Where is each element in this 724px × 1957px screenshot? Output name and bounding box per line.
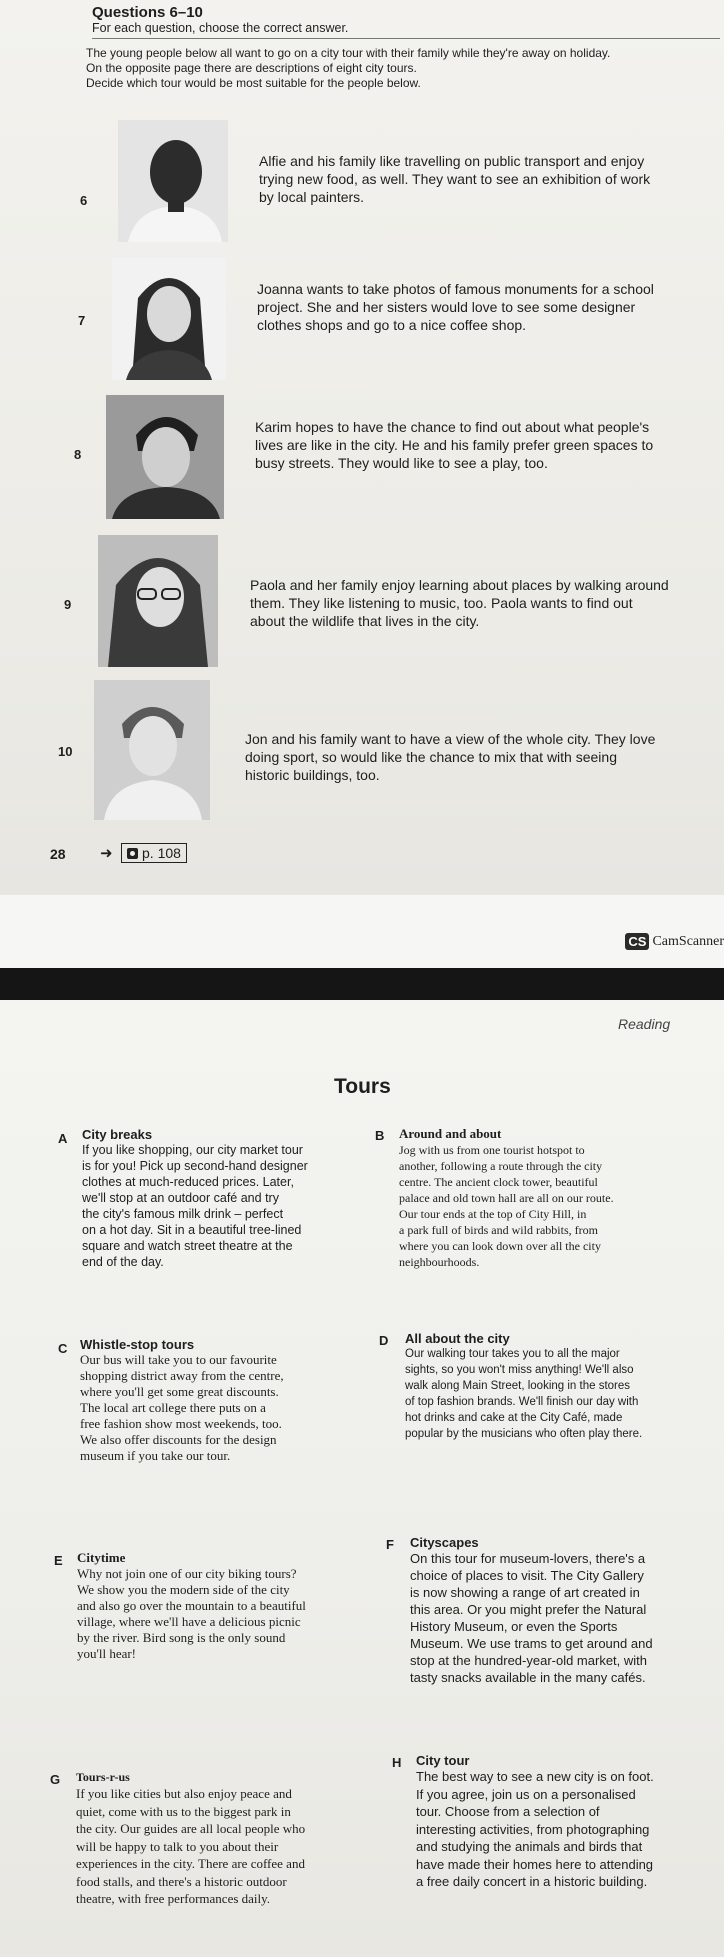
page-gap — [0, 895, 724, 968]
text-line: clothes at much-reduced prices. Later, — [82, 1175, 294, 1189]
tour-title: All about the city — [405, 1331, 510, 1346]
text-line: Paola and her family enjoy learning about places by walking around — [250, 577, 669, 593]
person-photo-karim — [106, 395, 224, 519]
text-line: doing sport, so would like the chance to mix that with seeing — [245, 749, 617, 765]
text-line: busy streets. They would like to see a play, too. — [255, 455, 548, 471]
page-number: 28 — [50, 846, 66, 862]
person-photo-alfie — [118, 120, 228, 242]
text-line: tour. Choose from a selection of — [416, 1804, 600, 1819]
tour-g — [76, 1770, 361, 1908]
camscanner-badge: CS — [625, 933, 649, 950]
text-line: have made their homes here to attending — [416, 1856, 654, 1872]
question-text — [259, 152, 699, 206]
text-line: a park full of birds and wild rabbits, from — [399, 1223, 598, 1237]
tour-a — [82, 1127, 357, 1270]
tour-description — [82, 1142, 357, 1270]
text-line: you'll hear! — [77, 1646, 137, 1661]
tour-description — [405, 1346, 720, 1442]
question-number: 7 — [78, 313, 86, 328]
question-text — [250, 576, 720, 630]
text-line: popular by the musicians who often play there. — [405, 1428, 643, 1440]
exam-page-top — [0, 0, 724, 895]
text-line: where you can look down over all the city — [399, 1239, 601, 1253]
intro-line: On the opposite page there are descriptions of eight city tours. — [86, 61, 417, 75]
tour-d — [405, 1331, 720, 1442]
text-line: project. She and her sisters would love to see some designer — [257, 299, 636, 315]
text-line: theatre, with free performances daily. — [76, 1891, 271, 1906]
tour-b — [399, 1126, 699, 1270]
text-line: shopping district away from the centre, — [80, 1368, 284, 1383]
text-line: where you'll get some great discounts. — [80, 1384, 279, 1399]
text-line: is now showing a range of art created in — [410, 1585, 640, 1600]
question-number: 9 — [64, 597, 72, 612]
exam-page-bottom — [0, 1000, 724, 1957]
text-line: Joanna wants to take photos of famous monuments for a school — [257, 281, 654, 297]
tour-title: Whistle-stop tours — [80, 1337, 195, 1352]
tour-letter: C — [58, 1341, 68, 1356]
text-line: Jog with us from one tourist hotspot to — [399, 1143, 585, 1157]
tour-description — [410, 1550, 715, 1686]
questions-heading: Questions 6–10 — [92, 4, 203, 21]
text-line: Why not join one of our city biking tours? — [77, 1566, 297, 1581]
text-line: is for you! Pick up second-hand designer — [82, 1159, 308, 1173]
text-line: walk along Main Street, looking in the stores — [405, 1380, 631, 1392]
question-number: 8 — [74, 447, 82, 462]
text-line: tasty snacks available in the many cafés. — [410, 1670, 646, 1685]
text-line: them. They like listening to music, too. Paola wants to find out — [250, 595, 633, 611]
text-line: Museum. We use trams to get around and — [410, 1636, 653, 1651]
tour-e — [77, 1550, 352, 1662]
text-line: Our tour ends at the top of City Hill, in — [399, 1207, 587, 1221]
question-number: 6 — [80, 193, 88, 208]
text-line: experiences in the city. There are coffee and — [76, 1856, 305, 1871]
tour-description — [76, 1785, 361, 1908]
tour-description — [80, 1352, 355, 1464]
text-line: We also offer discounts for the design — [80, 1432, 277, 1447]
intro-text — [86, 46, 722, 91]
tour-letter: B — [375, 1128, 385, 1143]
question-number: 10 — [58, 744, 73, 759]
text-line: If you agree, join us on a personalised — [416, 1786, 636, 1802]
text-line: museum if you take our tour. — [80, 1448, 231, 1463]
text-line: on a hot day. Sit in a beautiful tree-lined — [82, 1223, 302, 1237]
tour-title: Tours-r-us — [76, 1770, 130, 1784]
intro-line: Decide which tour would be most suitable for the people below. — [86, 76, 421, 90]
question-text — [245, 730, 720, 784]
tour-letter: A — [58, 1131, 68, 1146]
text-line: the city. Our guides are all local people who — [76, 1821, 306, 1836]
text-line: sights, so you won't miss anything! We'll also — [405, 1364, 634, 1376]
text-line: the city's famous milk drink – perfect — [82, 1207, 284, 1221]
tour-letter: G — [50, 1772, 61, 1787]
text-line: lives are like in the city. He and his family prefer green spaces to — [255, 437, 654, 453]
text-line: palace and old town hall are all on our route. — [399, 1191, 614, 1205]
text-line: and also go over the mountain to a beautiful — [77, 1598, 306, 1613]
question-text — [255, 418, 715, 472]
text-line: by the river. Bird song is the only sound — [77, 1630, 286, 1645]
tour-h — [416, 1753, 721, 1891]
person-photo-jon — [94, 680, 210, 820]
scanner-watermark — [625, 933, 724, 950]
tour-description — [399, 1142, 699, 1270]
text-line: end of the day. — [82, 1255, 164, 1269]
tour-f — [410, 1535, 715, 1686]
camscanner-text: CamScanner — [652, 933, 724, 949]
text-line: We show you the modern side of the city — [77, 1582, 290, 1597]
text-line: stop at the hundred-year-old market, with — [410, 1653, 648, 1668]
text-line: we'll stop at an outdoor café and try — [82, 1191, 279, 1205]
text-line: Karim hopes to have the chance to find out about what people's — [255, 419, 650, 435]
tour-letter: D — [379, 1333, 389, 1348]
tour-description — [416, 1768, 721, 1891]
text-line: choice of places to visit. The City Gallery — [410, 1568, 644, 1583]
text-line: this area. Or you might prefer the Natural — [410, 1602, 647, 1617]
text-line: Our bus will take you to our favourite — [80, 1352, 277, 1367]
text-line: by local painters. — [259, 189, 365, 205]
tour-letter: F — [386, 1537, 394, 1552]
text-line: trying new food, as well. They want to see an exhibition of work — [259, 171, 651, 187]
text-line: If you like cities but also enjoy peace and — [76, 1786, 292, 1801]
text-line: historic buildings, too. — [245, 767, 380, 783]
text-line: a free daily concert in a historic building. — [416, 1874, 648, 1889]
text-line: History Museum, or even the Sports — [410, 1619, 618, 1634]
text-line: Our walking tour takes you to all the major — [405, 1348, 620, 1360]
text-line: about the wildlife that lives in the city. — [250, 613, 480, 629]
tour-title: Cityscapes — [410, 1535, 479, 1550]
text-line: another, following a route through the city — [399, 1159, 603, 1173]
text-line: neighbourhoods. — [399, 1255, 480, 1269]
text-line: and studying the animals and birds that — [416, 1839, 643, 1854]
text-line: food stalls, and there's a historic outdoor — [76, 1873, 287, 1889]
text-line: of top fashion brands. We'll finish our day with — [405, 1396, 639, 1408]
cd-icon — [127, 848, 138, 859]
text-line: will be happy to talk to you about their — [76, 1838, 279, 1854]
text-line: Jon and his family want to have a view of the whole city. They love — [245, 731, 656, 747]
text-line: Alfie and his family like travelling on public transport and enjoy — [259, 153, 645, 169]
tour-letter: E — [54, 1553, 63, 1568]
text-line: free fashion show most weekends, too. — [80, 1416, 282, 1431]
tour-title: City tour — [416, 1753, 470, 1768]
text-line: village, where we'll have a delicious picnic — [77, 1614, 301, 1629]
tour-c — [80, 1337, 355, 1464]
tour-title: Citytime — [77, 1550, 126, 1565]
intro-line: The young people below all want to go on a city tour with their family while they're away on holiday. — [86, 46, 611, 60]
tour-title: City breaks — [82, 1127, 153, 1142]
text-line: quiet, come with us to the biggest park in — [76, 1803, 291, 1819]
page-reference[interactable] — [121, 843, 187, 863]
page-reference-label: p. 108 — [142, 845, 181, 861]
tour-description — [77, 1566, 352, 1662]
text-line: clothes shops and go to a nice coffee shop. — [257, 317, 527, 333]
person-photo-joanna — [112, 258, 226, 380]
text-line: hot drinks and cake at the City Café, made — [405, 1412, 623, 1424]
text-line: The best way to see a new city is on foot. — [416, 1769, 654, 1784]
tour-letter: H — [392, 1755, 402, 1770]
divider-line — [92, 38, 720, 39]
instruction-text: For each question, choose the correct answer. — [92, 21, 349, 35]
section-label: Reading — [618, 1016, 671, 1032]
arrow-right-icon: ➜ — [100, 845, 113, 862]
tours-title: Tours — [334, 1075, 391, 1098]
text-line: interesting activities, from photographing — [416, 1821, 650, 1837]
text-line: square and watch street theatre at the — [82, 1239, 293, 1253]
person-photo-paola — [98, 535, 218, 667]
text-line: The local art college there puts on a — [80, 1400, 266, 1415]
text-line: On this tour for museum-lovers, there's a — [410, 1551, 646, 1566]
text-line: If you like shopping, our city market tour — [82, 1143, 303, 1157]
text-line: centre. The ancient clock tower, beautiful — [399, 1175, 598, 1189]
tour-title: Around and about — [399, 1126, 502, 1141]
question-text — [257, 280, 697, 334]
dark-band — [0, 968, 724, 1000]
